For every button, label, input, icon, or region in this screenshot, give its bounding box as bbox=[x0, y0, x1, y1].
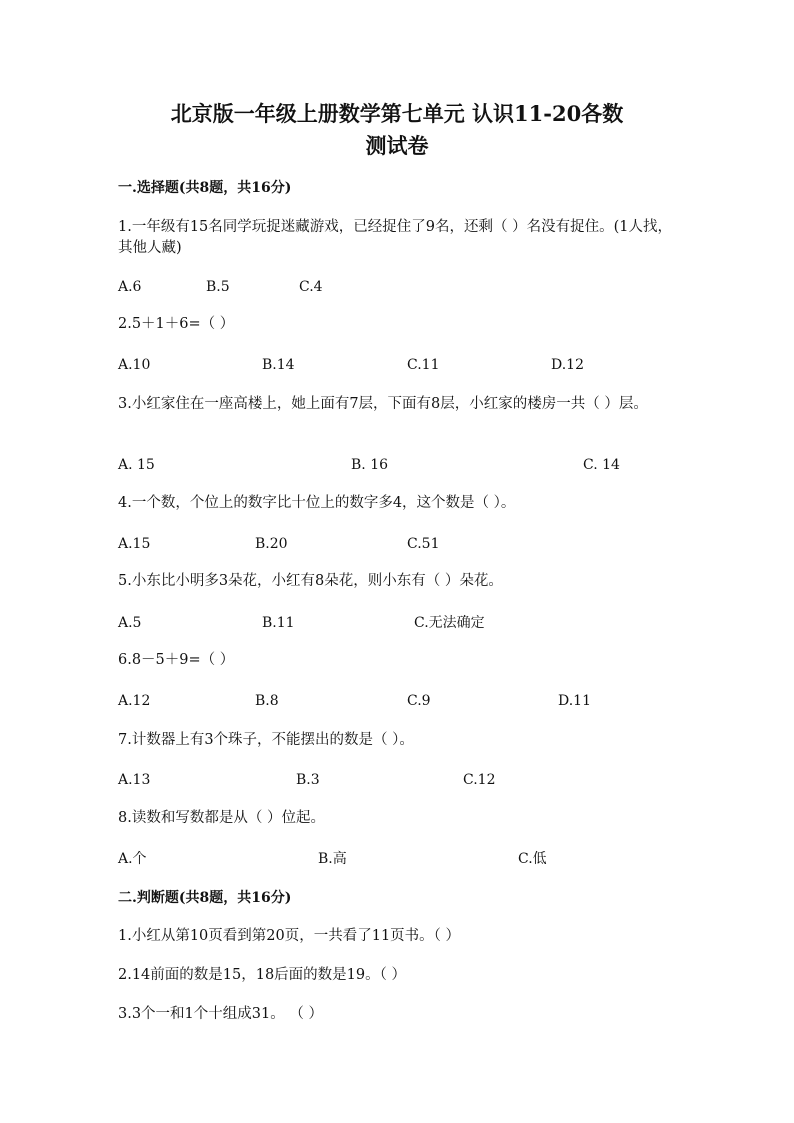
question-options bbox=[0, 613, 794, 633]
question-text: 1.小红从第10页看到第20页，一共看了11页书。（ ） bbox=[118, 928, 461, 944]
question-text: 4.一个数，个位上的数字比十位上的数字多4，这个数是（ ）。 bbox=[118, 495, 516, 511]
question-options bbox=[0, 849, 794, 869]
question-text: 1.一年级有15名同学玩捉迷藏游戏，已经捉住了9名，还剩（ ）名没有捉住。(1人找，其他人藏) bbox=[118, 219, 672, 256]
option-d: D.12 bbox=[551, 357, 584, 373]
option-c: C. 14 bbox=[583, 457, 620, 473]
section-heading-true-false: 二.判断题(共8题，共16分) bbox=[118, 890, 292, 906]
question-options bbox=[0, 277, 794, 297]
exam-title bbox=[100, 98, 694, 162]
option-a: A.15 bbox=[118, 536, 151, 552]
option-a: A.6 bbox=[118, 279, 142, 295]
question-text: 3.3个一和1个十组成31。 （ ） bbox=[118, 1006, 323, 1022]
option-a: A.10 bbox=[118, 357, 151, 373]
question-text: 8.读数和写数都是从（ ）位起。 bbox=[118, 810, 325, 826]
option-b: B. 16 bbox=[351, 457, 389, 473]
option-b: B.14 bbox=[262, 357, 295, 373]
question-options bbox=[0, 455, 794, 475]
question-text: 2.14前面的数是15，18后面的数是19。（ ） bbox=[118, 967, 406, 983]
option-c: C.51 bbox=[407, 536, 440, 552]
option-a: A.个 bbox=[118, 851, 147, 867]
option-a: A.13 bbox=[118, 772, 151, 788]
option-b: B.高 bbox=[318, 851, 347, 867]
option-c: C.4 bbox=[299, 279, 323, 295]
option-b: B.5 bbox=[206, 279, 230, 295]
section-heading-multiple-choice: 一.选择题(共8题，共16分) bbox=[118, 180, 292, 196]
option-c: C.11 bbox=[407, 357, 440, 373]
option-c: C.无法确定 bbox=[414, 615, 485, 631]
question-text: 7.计数器上有3个珠子，不能摆出的数是（ ）。 bbox=[118, 732, 414, 748]
option-c: C.低 bbox=[518, 851, 547, 867]
question-text: 2.5＋1＋6=（ ） bbox=[118, 316, 235, 332]
option-c: C.9 bbox=[407, 693, 431, 709]
title-line-2: 测试卷 bbox=[365, 133, 429, 158]
question-text: 6.8－5＋9=（ ） bbox=[118, 652, 235, 668]
question-options bbox=[0, 770, 794, 790]
option-a: A. 15 bbox=[118, 457, 155, 473]
option-d: D.11 bbox=[558, 693, 591, 709]
option-b: B.3 bbox=[296, 772, 320, 788]
option-a: A.5 bbox=[118, 615, 142, 631]
title-line-1: 北京版一年级上册数学第七单元 认识11-20各数 bbox=[170, 101, 624, 126]
question-options bbox=[0, 691, 794, 711]
option-c: C.12 bbox=[463, 772, 496, 788]
option-b: B.11 bbox=[262, 615, 295, 631]
question-options bbox=[0, 534, 794, 554]
option-b: B.8 bbox=[255, 693, 279, 709]
question-options bbox=[0, 355, 794, 375]
option-a: A.12 bbox=[118, 693, 151, 709]
question-text: 3.小红家住在一座高楼上，她上面有7层，下面有8层，小红家的楼房一共（ ）层。 bbox=[118, 396, 648, 412]
question-text: 5.小东比小明多3朵花，小红有8朵花，则小东有（ ）朵花。 bbox=[118, 573, 503, 589]
option-b: B.20 bbox=[255, 536, 288, 552]
